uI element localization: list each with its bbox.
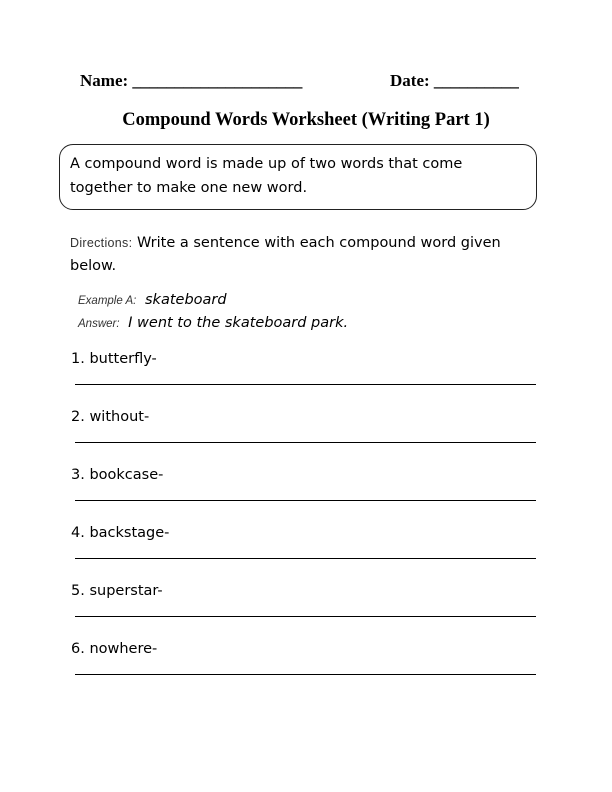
definition-box — [59, 144, 537, 210]
answer-row — [78, 315, 348, 331]
answer-line[interactable] — [75, 442, 536, 443]
directions — [70, 232, 544, 278]
question-item: 4. backstage- — [71, 525, 170, 541]
date-field — [390, 71, 519, 91]
name-field — [80, 71, 302, 91]
name-label: Name: — [80, 71, 129, 90]
example-label: Example A: — [78, 295, 137, 307]
question-item: 2. without- — [71, 409, 150, 425]
answer-line[interactable] — [75, 674, 536, 675]
directions-label: Directions: — [70, 236, 133, 250]
question-item: 5. superstar- — [71, 583, 163, 599]
worksheet-title: Compound Words Worksheet (Writing Part 1) — [122, 110, 490, 130]
directions-text: Write a sentence with each compound word given below. — [70, 235, 501, 274]
answer-line[interactable] — [75, 616, 536, 617]
question-item: 3. bookcase- — [71, 467, 164, 483]
date-blank: __________ — [433, 71, 519, 90]
example-word: skateboard — [145, 292, 227, 308]
answer-line[interactable] — [75, 500, 536, 501]
date-label: Date: — [390, 71, 430, 90]
answer-label: Answer: — [78, 318, 120, 330]
definition-text: A compound word is made up of two words that come together to make one new word. — [70, 156, 463, 196]
question-item: 1. butterfly- — [71, 351, 157, 367]
example-row — [78, 292, 227, 308]
name-blank: ____________________ — [132, 71, 303, 90]
answer-line[interactable] — [75, 558, 536, 559]
answer-text: I went to the skateboard park. — [128, 315, 349, 331]
question-item: 6. nowhere- — [71, 641, 158, 657]
answer-line[interactable] — [75, 384, 536, 385]
